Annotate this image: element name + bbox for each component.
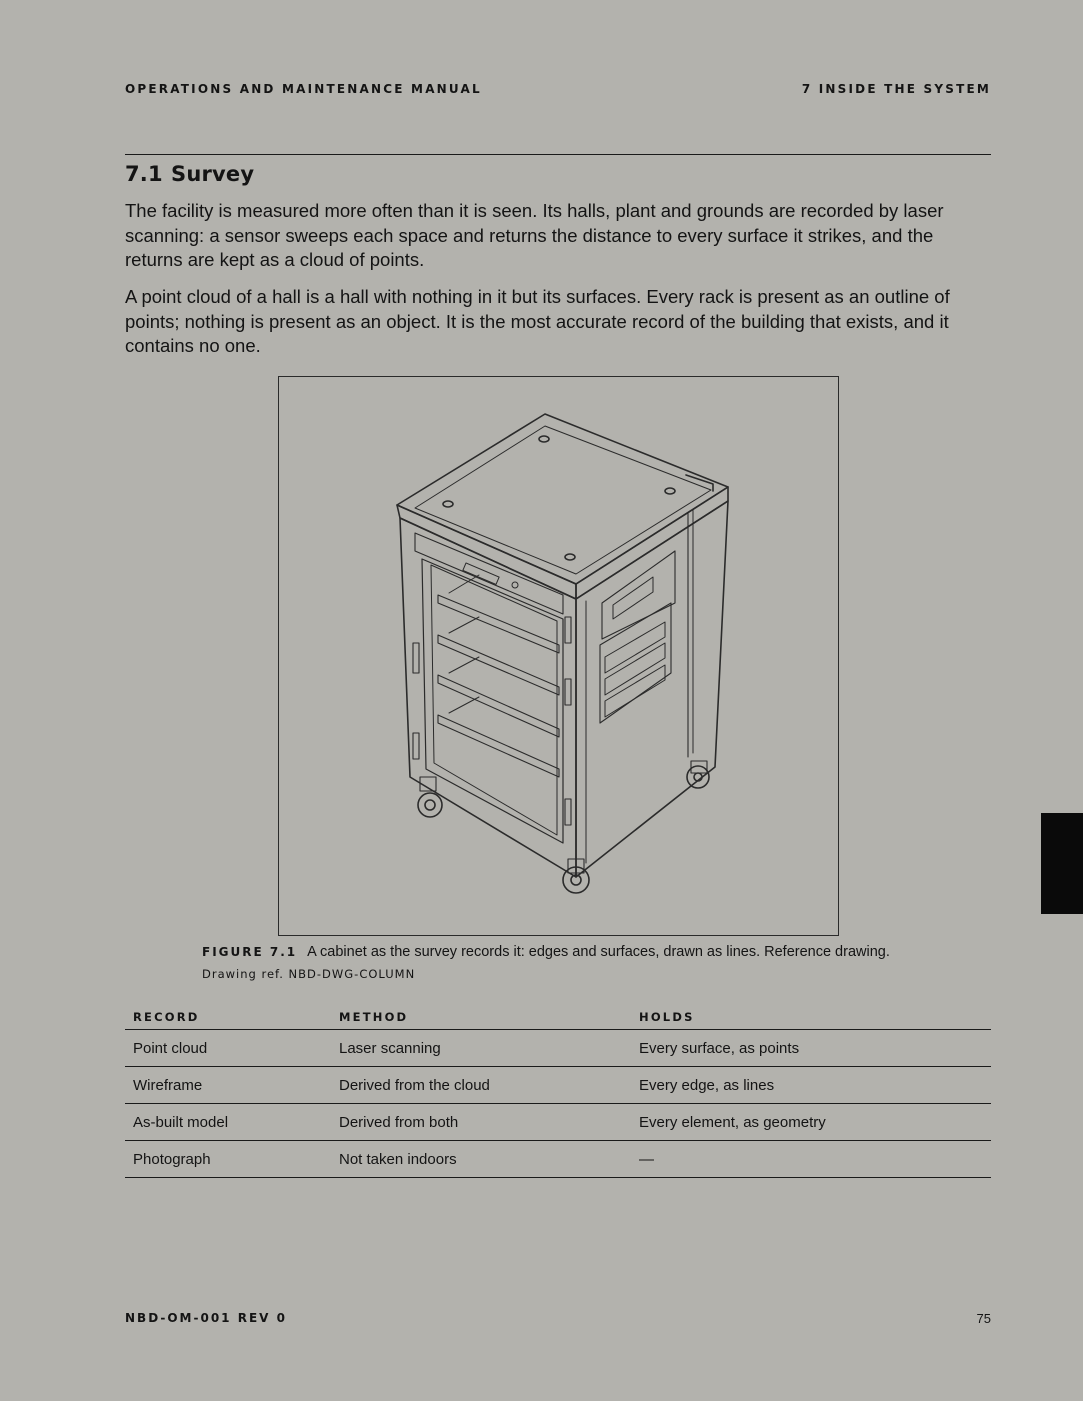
table-cell: As-built model <box>125 1104 331 1141</box>
table-cell: — <box>631 1141 991 1178</box>
footer-page-number: 75 <box>976 1311 991 1326</box>
table-cell: Every element, as geometry <box>631 1104 991 1141</box>
table-cell: Not taken indoors <box>331 1141 631 1178</box>
column-header-record: RECORD <box>125 1004 331 1030</box>
column-header-method: METHOD <box>331 1004 631 1030</box>
section-number: 7.1 <box>125 162 163 186</box>
footer-document-id: NBD-OM-001 REV 0 <box>125 1311 287 1325</box>
body-paragraph-2: A point cloud of a hall is a hall with nothing in it but its surfaces. Every rack is present as an outline of points; nothing is present as an object. It is the most accurate record of the building that exists, and it contains no one. <box>125 286 950 356</box>
table-cell: Every surface, as points <box>631 1030 991 1067</box>
section-heading <box>125 162 254 186</box>
figure-caption-text: A cabinet as the survey records it: edges and surfaces, drawn as lines. Reference drawing. <box>307 944 890 960</box>
section-title: Survey <box>171 162 255 186</box>
drawing-reference: Drawing ref. NBD-DWG-COLUMN <box>202 967 416 981</box>
running-header <box>125 82 991 96</box>
table-row <box>125 1141 991 1178</box>
cabinet-line-drawing <box>279 377 838 935</box>
table-cell: Derived from the cloud <box>331 1067 631 1104</box>
figure-label: FIGURE 7.1 <box>202 945 298 959</box>
table-row <box>125 1104 991 1141</box>
header-chapter-title: 7 INSIDE THE SYSTEM <box>801 82 991 96</box>
column-header-holds: HOLDS <box>631 1004 991 1030</box>
body-paragraph-1: The facility is measured more often than it is seen. Its halls, plant and grounds are recorded by laser scanning: a sensor sweeps each space and returns the distance to every surface it strikes, and the returns are kept as a cloud of points. <box>125 200 944 270</box>
table-cell: Photograph <box>125 1141 331 1178</box>
table-cell: Derived from both <box>331 1104 631 1141</box>
table-cell: Point cloud <box>125 1030 331 1067</box>
table-cell: Laser scanning <box>331 1030 631 1067</box>
records-table <box>125 1004 991 1178</box>
section-rule <box>125 154 991 155</box>
figure-caption <box>202 944 1002 960</box>
table-row <box>125 1030 991 1067</box>
chapter-tab-marker <box>1041 813 1083 914</box>
table-row <box>125 1067 991 1104</box>
figure-frame <box>278 376 839 936</box>
header-manual-title: OPERATIONS AND MAINTENANCE MANUAL <box>125 82 482 96</box>
table-header-row <box>125 1004 991 1030</box>
table-cell: Every edge, as lines <box>631 1067 991 1104</box>
table-cell: Wireframe <box>125 1067 331 1104</box>
